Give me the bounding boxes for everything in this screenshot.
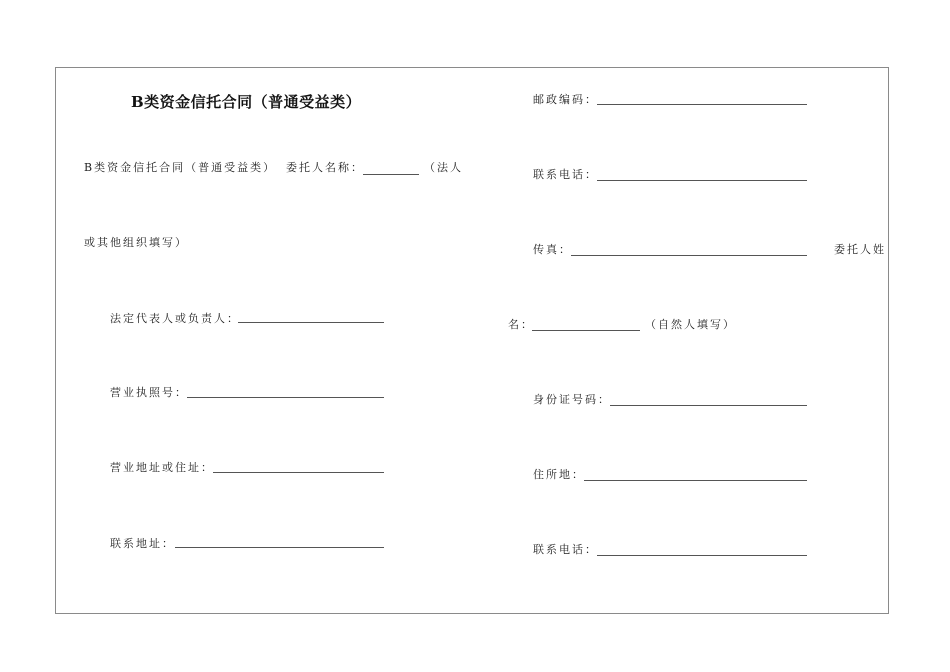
postal-code-field[interactable] bbox=[597, 104, 807, 105]
legal-rep-label: 法定代表人或负责人： bbox=[110, 312, 240, 325]
postal-code-label: 邮政编码： bbox=[533, 93, 598, 106]
document-page bbox=[55, 67, 889, 614]
natural-name-field[interactable] bbox=[532, 330, 640, 331]
natural-name-label-start: 委托人姓 bbox=[834, 243, 886, 256]
phone-label-2: 联系电话： bbox=[533, 543, 598, 556]
residence-field[interactable] bbox=[584, 480, 807, 481]
intro-contract-name: B类资金信托合同（普通受益类） bbox=[84, 161, 277, 174]
legal-person-note-continued: 或其他组织填写） bbox=[84, 236, 188, 249]
business-license-field[interactable] bbox=[187, 397, 384, 398]
id-number-label: 身份证号码： bbox=[533, 393, 611, 406]
residence-label: 住所地： bbox=[533, 468, 585, 481]
legal-person-note: （法人 bbox=[424, 161, 463, 174]
business-license-label: 营业执照号： bbox=[110, 386, 188, 399]
fax-label: 传真： bbox=[533, 243, 572, 256]
phone-field-1[interactable] bbox=[597, 180, 807, 181]
fax-field[interactable] bbox=[571, 255, 807, 256]
natural-name-label-end: 名： bbox=[508, 318, 534, 331]
trustor-name-label: 委托人名称： bbox=[286, 161, 364, 174]
contact-address-field[interactable] bbox=[175, 547, 384, 548]
document-title: B类资金信托合同（普通受益类） bbox=[131, 93, 362, 111]
phone-label-1: 联系电话： bbox=[533, 168, 598, 181]
natural-person-note: （自然人填写） bbox=[645, 318, 736, 331]
id-number-field[interactable] bbox=[610, 405, 807, 406]
phone-field-2[interactable] bbox=[597, 555, 807, 556]
contact-address-label: 联系地址： bbox=[110, 537, 175, 550]
business-address-field[interactable] bbox=[213, 472, 384, 473]
legal-rep-field[interactable] bbox=[238, 322, 384, 323]
business-address-label: 营业地址或住址： bbox=[110, 461, 214, 474]
trustor-name-field[interactable] bbox=[363, 174, 419, 175]
